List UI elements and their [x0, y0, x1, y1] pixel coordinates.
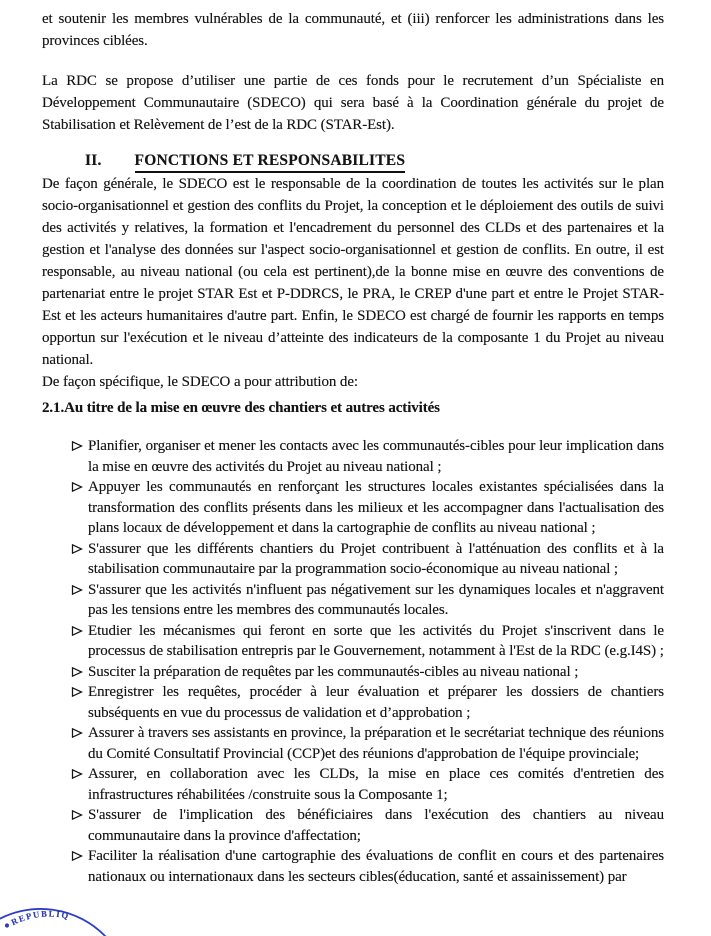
- list-item: [42, 621, 664, 662]
- list-item-text: Appuyer les communautés en renforçant les structures locales existantes spécialisées dans la transformation des conflits présents dans les milieux et les accompagner dans l'actualisation des plans locaux de développement et dans la cartographie de conflits au niveau national ;: [88, 479, 664, 536]
- responsibilities-list: [42, 436, 664, 887]
- stamp-star-dot: [5, 923, 9, 927]
- section-title: FONCTIONS ET RESPONSABILITES: [135, 152, 406, 173]
- bullet-arrow-icon: [71, 809, 83, 821]
- bullet-arrow-icon: [71, 543, 83, 555]
- section-heading: [85, 152, 664, 173]
- list-item-text: Faciliter la réalisation d'une cartographie des évaluations de conflit en cours et des partenaires nationaux ou internationaux dans les secteurs cibles(éducation, santé et assainissement) par: [88, 848, 664, 885]
- svg-text:REPUBLIQ: [9, 908, 70, 927]
- subsection-heading: 2.1.Au titre de la mise en œuvre des chantiers et autres activités: [42, 400, 440, 416]
- bullet-arrow-icon: [71, 666, 83, 678]
- list-item-text: Assurer, en collaboration avec les CLDs, la mise en place ces comités d'entretien des infrastructures réhabilitées /construite sous la Composante 1;: [88, 766, 664, 803]
- paragraph-intro-tail: et soutenir les membres vulnérables de la communauté, et (iii) renforcer les administrations dans les provinces ciblées.: [42, 11, 664, 49]
- list-item-text: Susciter la préparation de requêtes par les communautés-cibles au niveau national ;: [88, 663, 579, 680]
- bullet-arrow-icon: [71, 850, 83, 862]
- list-item: [42, 539, 664, 580]
- official-stamp-partial: [0, 890, 120, 936]
- list-item-text: S'assurer que les activités n'influent pas négativement sur les dynamiques locales et n'aggravent pas les tensions entre les membres des communautés locales.: [88, 581, 664, 618]
- list-item: [42, 682, 664, 723]
- paragraph-rdc-proposal: La RDC se propose d’utiliser une partie de ces fonds pour le recrutement d’un Spécialiste en Développement Communautaire (SDECO) qui sera basé à la Coordination générale du projet de Stabilisation et Relèvement de l’est de la RDC (STAR-Est).: [42, 73, 664, 133]
- list-item: [42, 662, 664, 683]
- list-item: [42, 805, 664, 846]
- list-item: [42, 436, 664, 477]
- list-item-text: Planifier, organiser et mener les contacts avec les communautés-cibles pour leur implication dans la mise en œuvre des activités du Projet au niveau national ;: [88, 438, 664, 475]
- list-item-text: Assurer à travers ses assistants en province, la préparation et le secrétariat technique des réunions du Comité Consultatif Provincial (CCP)et des réunions d'approbation de l'équipe provinciale;: [88, 725, 664, 762]
- list-item-text: Enregistrer les requêtes, procéder à leur évaluation et préparer les dossiers de chantiers subséquents en vue du processus de validation et d’approbation ;: [88, 684, 664, 721]
- list-item: [42, 723, 664, 764]
- bullet-arrow-icon: [71, 481, 83, 493]
- list-item: [42, 764, 664, 805]
- section-number: II.: [85, 152, 102, 169]
- list-item-text: Etudier les mécanismes qui feront en sorte que les activités du Projet s'inscrivent dans le processus de stabilisation entrepris par le Gouvernement, notamment à l'Est de la RDC (e.g.I4S) ;: [88, 622, 664, 659]
- list-item: [42, 846, 664, 887]
- bullet-arrow-icon: [71, 768, 83, 780]
- bullet-arrow-icon: [71, 440, 83, 452]
- list-item-text: S'assurer de l'implication des bénéficiaires dans l'exécution des chantiers au niveau communautaire dans la province d'affectation;: [88, 807, 664, 844]
- list-item-text: S'assurer que les différents chantiers du Projet contribuent à l'atténuation des conflits et à la stabilisation communautaire par la programmation socio-économique au niveau national ;: [88, 540, 664, 577]
- bullet-arrow-icon: [71, 584, 83, 596]
- paragraph-specific-intro: De façon spécifique, le SDECO a pour attribution de:: [42, 374, 358, 390]
- bullet-arrow-icon: [71, 686, 83, 698]
- stamp-text: REPUBLIQ: [9, 908, 71, 928]
- document-content: [42, 8, 664, 887]
- bullet-arrow-icon: [71, 625, 83, 637]
- paragraph-general-functions: De façon générale, le SDECO est le responsable de la coordination de toutes les activités sur le plan socio-organisationnel et gestion des conflits du Projet, la conception et le déploiement des outils de suivi des activités y relatives, la formation et l'encadrement du personnel des CLDs et des partenaires et la gestion et l'analyse des données sur l'aspect socio-organisationnel et gestion de conflits. En outre, il est responsable, au niveau national (ou cela est pertinent),de la bonne mise en œuvre des conventions de partenariat entre le projet STAR Est et P-DDRCS, le PRA, le CREP d'une part et entre le Projet STAR-Est et les acteurs humanitaires d'autre part. Enfin, le SDECO est chargé de fournir les rapports en temps opportun sur l'exécution et le niveau d’atteinte des indicateurs de la composante 1 du Projet au niveau national.: [42, 176, 664, 368]
- bullet-arrow-icon: [71, 727, 83, 739]
- list-item: [42, 477, 664, 539]
- list-item: [42, 580, 664, 621]
